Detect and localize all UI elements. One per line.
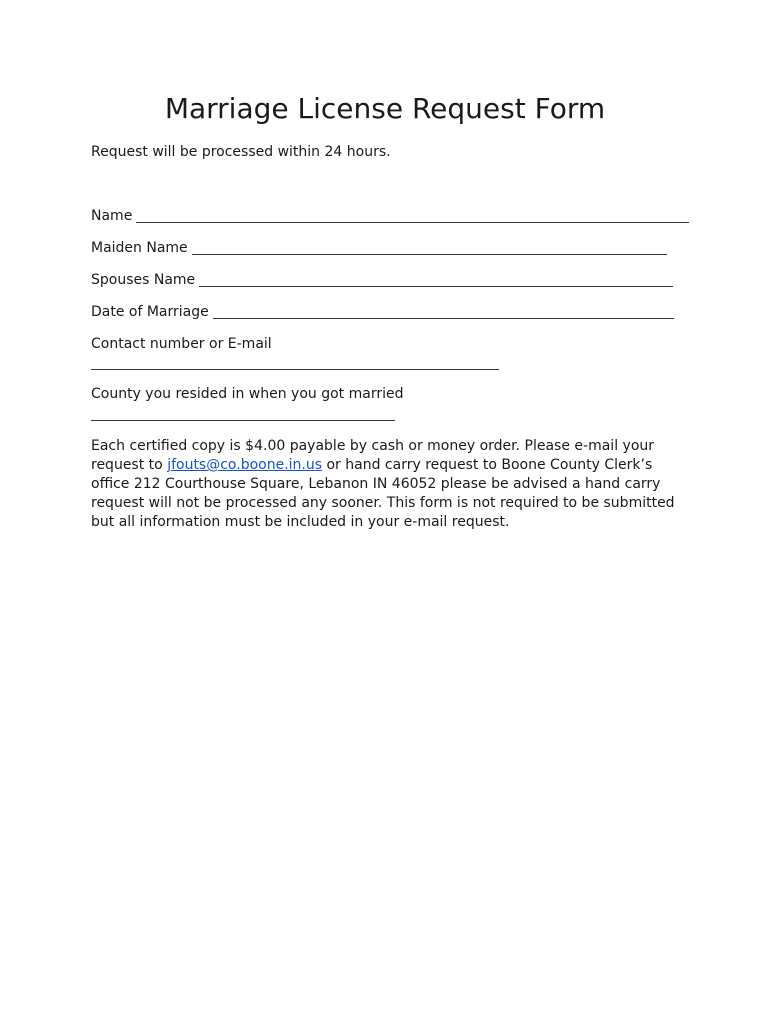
processing-note: Request will be processed within 24 hours. <box>91 144 391 160</box>
instructions-line-4: request will not be processed any sooner. This form is not required to be submitted <box>91 495 675 511</box>
instructions-line-2-start: request to <box>91 457 168 473</box>
county-blank-line <box>91 420 395 421</box>
instructions-line-1: Each certified copy is $4.00 payable by cash or money order. Please e-mail your <box>91 438 655 454</box>
date-of-marriage-label: Date of Marriage <box>91 304 209 320</box>
date-of-marriage-blank-line <box>213 318 674 319</box>
clerk-email-link[interactable]: jfouts@co.boone.in.us <box>167 457 323 473</box>
name-field <box>91 207 689 226</box>
spouses-name-field <box>91 271 673 290</box>
instructions-line-2 <box>91 456 681 475</box>
contact-blank-line <box>91 369 499 370</box>
date-of-marriage-field <box>91 303 674 322</box>
county-label: County you resided in when you got married <box>91 386 404 402</box>
instructions-line-5: but all information must be included in your e-mail request. <box>91 514 510 530</box>
name-label: Name <box>91 208 133 224</box>
maiden-name-blank-line <box>192 254 667 255</box>
spouses-name-blank-line <box>199 286 673 287</box>
instructions-paragraph <box>91 437 681 532</box>
maiden-name-label: Maiden Name <box>91 240 188 256</box>
name-blank-line <box>136 222 689 223</box>
instructions-line-2-end: or hand carry request to Boone County Clerk’s <box>322 457 653 473</box>
maiden-name-field <box>91 239 667 258</box>
instructions-line-3: office 212 Courthouse Square, Lebanon IN 46052 please be advised a hand carry <box>91 476 661 492</box>
contact-label: Contact number or E-mail <box>91 336 272 352</box>
spouses-name-label: Spouses Name <box>91 272 196 288</box>
form-title: Marriage License Request Form <box>164 92 606 125</box>
